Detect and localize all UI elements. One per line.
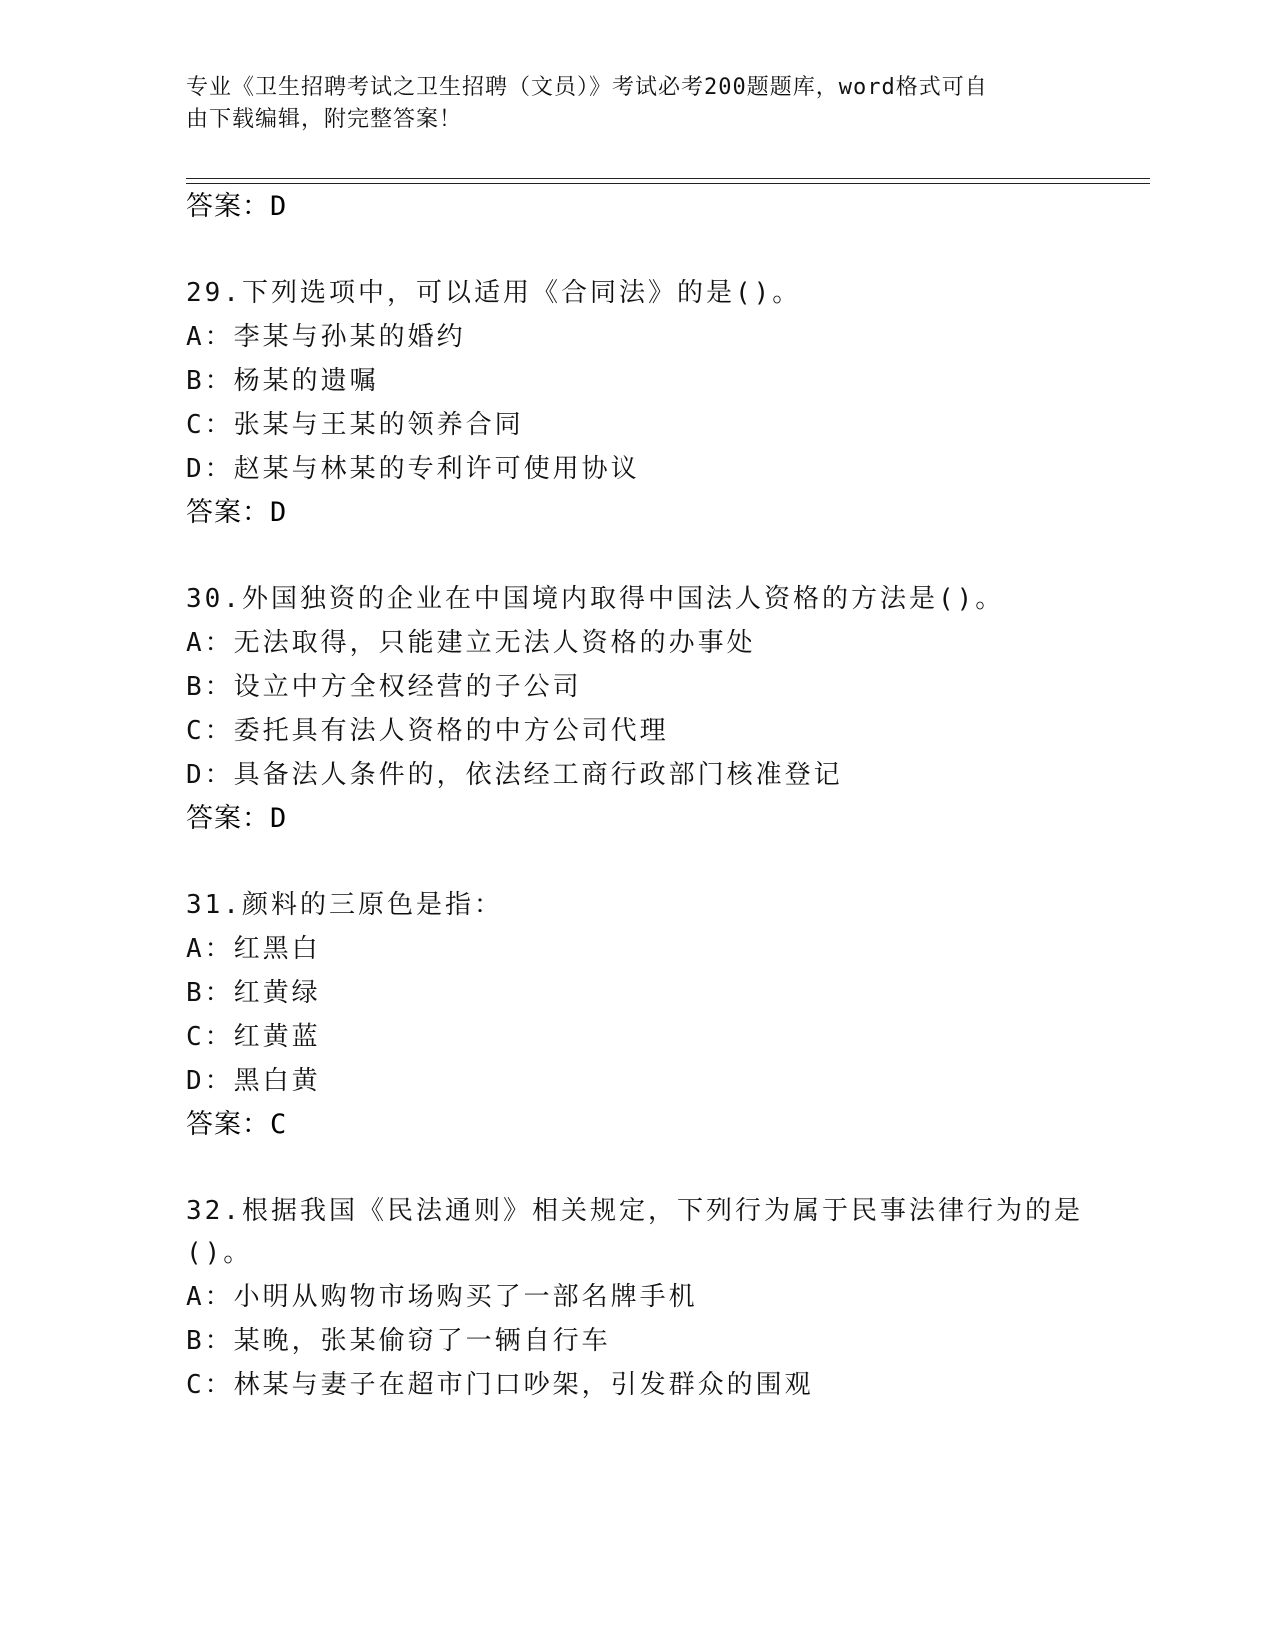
question-32-option-b: B：某晚，张某偷窃了一辆自行车 [186, 1326, 611, 1356]
question-32-option-a: A：小明从购物市场购买了一部名牌手机 [186, 1282, 698, 1312]
question-30-option-b: B：设立中方全权经营的子公司 [186, 672, 582, 702]
answer-29 [186, 496, 287, 530]
question-29-option-b: B：杨某的遗嘱 [186, 366, 379, 396]
document-header [186, 72, 1086, 136]
answer-label: 答案： [186, 191, 270, 222]
question-32-stem-line-2: ()。 [186, 1238, 253, 1268]
question-31-option-d: D：黑白黄 [186, 1066, 321, 1096]
question-29-option-a: A：李某与孙某的婚约 [186, 322, 466, 352]
answer-label: 答案： [186, 1109, 270, 1140]
answer-value: C [270, 1109, 288, 1140]
header-line-2: 由下载编辑，附完整答案！ [186, 107, 463, 132]
question-31-option-b: B：红黄绿 [186, 978, 321, 1008]
header-line-1: 专业《卫生招聘考试之卫生招聘（文员）》考试必考200题题库，word格式可自 [186, 75, 988, 100]
question-31-stem: 31.颜料的三原色是指： [186, 890, 503, 920]
header-divider-top [186, 178, 1150, 179]
answer-label: 答案： [186, 497, 270, 528]
question-30-stem: 30.外国独资的企业在中国境内取得中国法人资格的方法是()。 [186, 584, 1005, 614]
question-30-option-c: C：委托具有法人资格的中方公司代理 [186, 716, 669, 746]
answer-30 [186, 802, 287, 836]
question-32-option-c: C：林某与妻子在超市门口吵架，引发群众的围观 [186, 1370, 814, 1400]
answer-value: D [270, 497, 288, 528]
header-divider-bottom [186, 183, 1150, 184]
question-31-option-c: C：红黄蓝 [186, 1022, 321, 1052]
answer-value: D [270, 803, 288, 834]
question-29-option-d: D：赵某与林某的专利许可使用协议 [186, 454, 640, 484]
question-32-stem-line-1: 32.根据我国《民法通则》相关规定，下列行为属于民事法律行为的是 [186, 1196, 1083, 1226]
question-30-option-d: D：具备法人条件的，依法经工商行政部门核准登记 [186, 760, 843, 790]
question-29-stem: 29.下列选项中，可以适用《合同法》的是()。 [186, 278, 802, 308]
answer-value: D [270, 191, 288, 222]
answer-label: 答案： [186, 803, 270, 834]
answer-31 [186, 1108, 287, 1142]
question-30-option-a: A：无法取得，只能建立无法人资格的办事处 [186, 628, 756, 658]
question-29-option-c: C：张某与王某的领养合同 [186, 410, 524, 440]
question-31-option-a: A：红黑白 [186, 934, 321, 964]
answer-28 [186, 190, 287, 224]
